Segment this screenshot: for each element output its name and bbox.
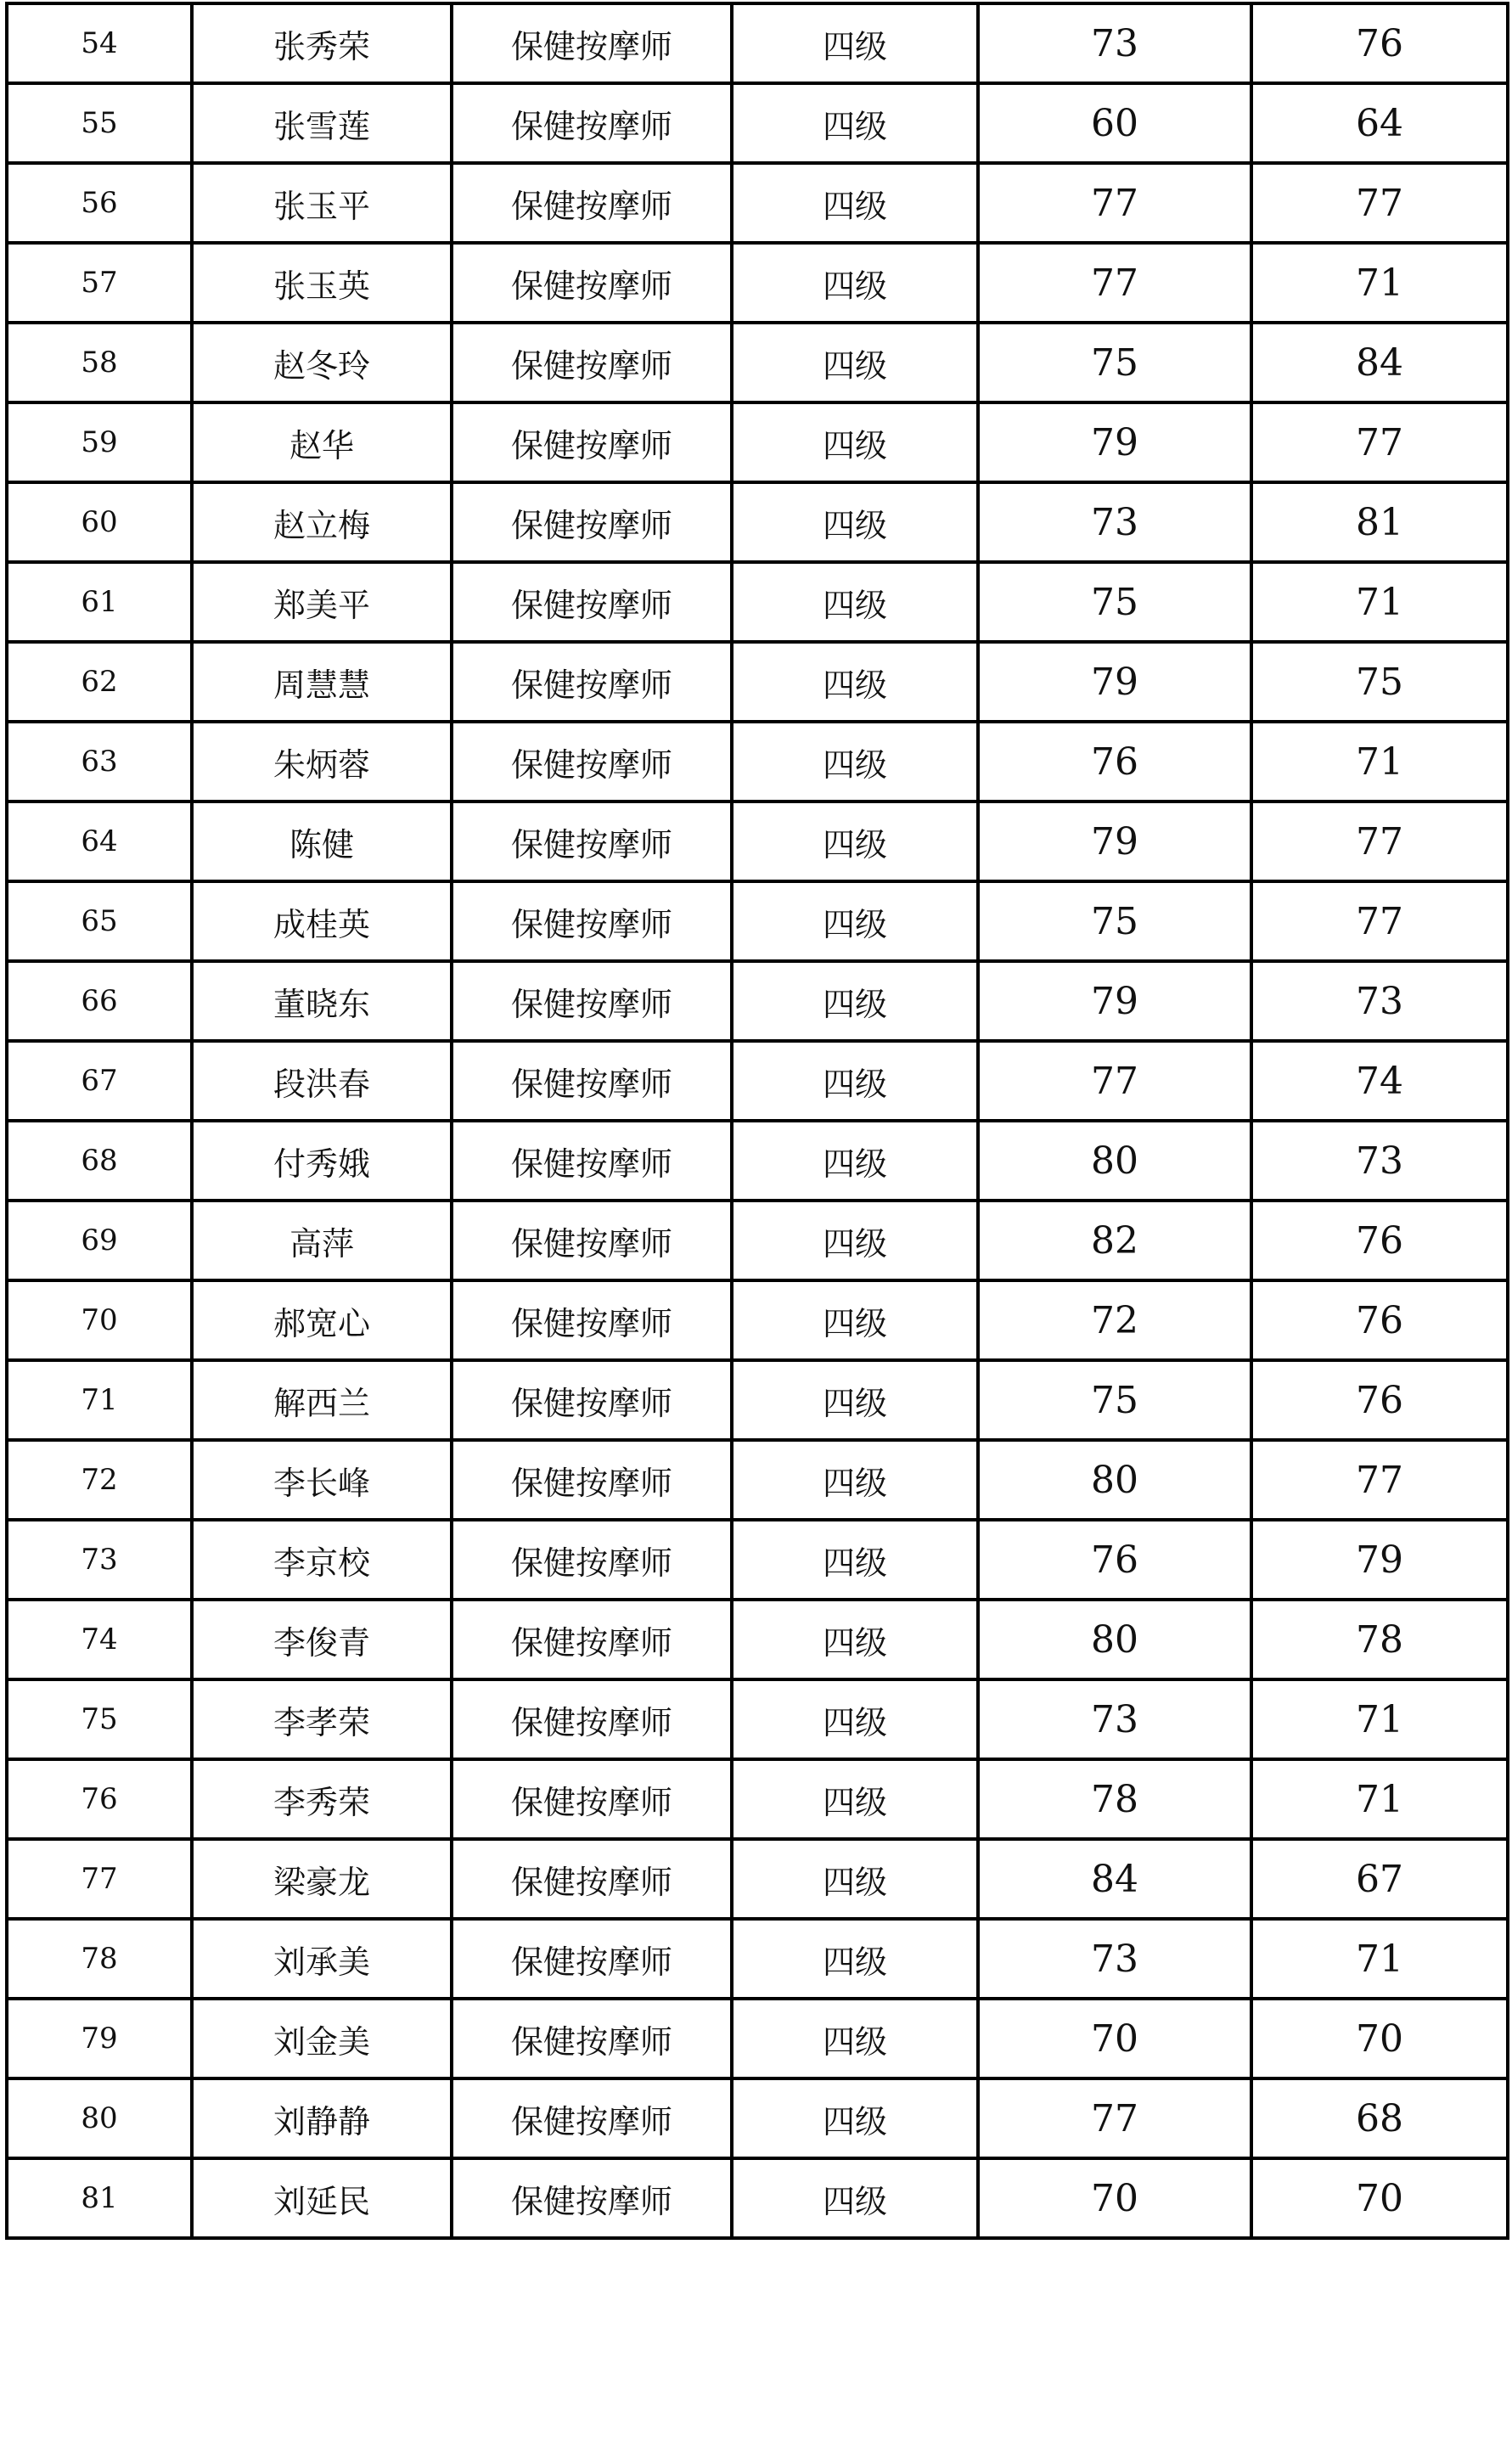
- table-row: [7, 562, 1508, 642]
- level-cell: 四级: [732, 1520, 978, 1600]
- score-one-cell: 75: [978, 881, 1251, 961]
- level-cell: 四级: [732, 1679, 978, 1759]
- level-cell: 四级: [732, 1600, 978, 1679]
- score-one-cell: 73: [978, 1679, 1251, 1759]
- score-two-cell: 73: [1251, 961, 1508, 1041]
- name-cell: 郑美平: [192, 562, 452, 642]
- level-cell: 四级: [732, 1919, 978, 1999]
- level-cell: 四级: [732, 1999, 978, 2078]
- table-row: [7, 1121, 1508, 1201]
- name-cell: 成桂英: [192, 881, 452, 961]
- occupation-cell: 保健按摩师: [452, 642, 732, 722]
- score-one-cell: 75: [978, 323, 1251, 402]
- score-one-cell: 79: [978, 402, 1251, 482]
- table-row: [7, 642, 1508, 722]
- occupation-cell: 保健按摩师: [452, 722, 732, 801]
- score-one-cell: 76: [978, 722, 1251, 801]
- level-cell: 四级: [732, 243, 978, 323]
- occupation-cell: 保健按摩师: [452, 562, 732, 642]
- occupation-cell: 保健按摩师: [452, 1041, 732, 1121]
- score-one-cell: 75: [978, 1360, 1251, 1440]
- score-two-cell: 67: [1251, 1839, 1508, 1919]
- table-row: [7, 1280, 1508, 1360]
- level-cell: 四级: [732, 402, 978, 482]
- level-cell: 四级: [732, 1440, 978, 1520]
- table-row: [7, 1679, 1508, 1759]
- score-two-cell: 81: [1251, 482, 1508, 562]
- score-two-cell: 77: [1251, 881, 1508, 961]
- score-two-cell: 71: [1251, 562, 1508, 642]
- name-cell: 赵华: [192, 402, 452, 482]
- score-one-cell: 75: [978, 562, 1251, 642]
- score-one-cell: 73: [978, 1919, 1251, 1999]
- score-table: [5, 2, 1509, 2240]
- row-number-cell: 63: [7, 722, 192, 801]
- occupation-cell: 保健按摩师: [452, 323, 732, 402]
- table-row: [7, 2078, 1508, 2158]
- score-two-cell: 78: [1251, 1600, 1508, 1679]
- row-number-cell: 68: [7, 1121, 192, 1201]
- occupation-cell: 保健按摩师: [452, 1679, 732, 1759]
- table-row: [7, 2158, 1508, 2238]
- score-one-cell: 73: [978, 482, 1251, 562]
- score-one-cell: 60: [978, 83, 1251, 163]
- name-cell: 张雪莲: [192, 83, 452, 163]
- name-cell: 张玉平: [192, 163, 452, 243]
- occupation-cell: 保健按摩师: [452, 1121, 732, 1201]
- occupation-cell: 保健按摩师: [452, 163, 732, 243]
- table-row: [7, 1600, 1508, 1679]
- score-one-cell: 70: [978, 1999, 1251, 2078]
- table-row: [7, 1759, 1508, 1839]
- score-two-cell: 76: [1251, 1280, 1508, 1360]
- table-row: [7, 482, 1508, 562]
- score-two-cell: 77: [1251, 801, 1508, 881]
- score-two-cell: 73: [1251, 1121, 1508, 1201]
- level-cell: 四级: [732, 1121, 978, 1201]
- level-cell: 四级: [732, 2158, 978, 2238]
- name-cell: 郝宽心: [192, 1280, 452, 1360]
- row-number-cell: 79: [7, 1999, 192, 2078]
- row-number-cell: 66: [7, 961, 192, 1041]
- table-row: [7, 722, 1508, 801]
- score-two-cell: 76: [1251, 1360, 1508, 1440]
- score-two-cell: 74: [1251, 1041, 1508, 1121]
- occupation-cell: 保健按摩师: [452, 1919, 732, 1999]
- level-cell: 四级: [732, 562, 978, 642]
- level-cell: 四级: [732, 801, 978, 881]
- score-one-cell: 76: [978, 1520, 1251, 1600]
- level-cell: 四级: [732, 881, 978, 961]
- table-row: [7, 1201, 1508, 1280]
- score-table-body: [7, 3, 1508, 2238]
- name-cell: 高萍: [192, 1201, 452, 1280]
- score-two-cell: 84: [1251, 323, 1508, 402]
- name-cell: 刘延民: [192, 2158, 452, 2238]
- row-number-cell: 81: [7, 2158, 192, 2238]
- score-two-cell: 76: [1251, 1201, 1508, 1280]
- score-two-cell: 71: [1251, 1759, 1508, 1839]
- row-number-cell: 55: [7, 83, 192, 163]
- occupation-cell: 保健按摩师: [452, 801, 732, 881]
- row-number-cell: 59: [7, 402, 192, 482]
- name-cell: 李俊青: [192, 1600, 452, 1679]
- table-row: [7, 1440, 1508, 1520]
- occupation-cell: 保健按摩师: [452, 402, 732, 482]
- row-number-cell: 56: [7, 163, 192, 243]
- table-row: [7, 801, 1508, 881]
- level-cell: 四级: [732, 1839, 978, 1919]
- score-two-cell: 70: [1251, 1999, 1508, 2078]
- name-cell: 付秀娥: [192, 1121, 452, 1201]
- score-two-cell: 79: [1251, 1520, 1508, 1600]
- row-number-cell: 65: [7, 881, 192, 961]
- occupation-cell: 保健按摩师: [452, 1999, 732, 2078]
- name-cell: 李长峰: [192, 1440, 452, 1520]
- table-row: [7, 402, 1508, 482]
- name-cell: 刘静静: [192, 2078, 452, 2158]
- score-two-cell: 71: [1251, 1919, 1508, 1999]
- name-cell: 周慧慧: [192, 642, 452, 722]
- name-cell: 李孝荣: [192, 1679, 452, 1759]
- score-one-cell: 84: [978, 1839, 1251, 1919]
- level-cell: 四级: [732, 83, 978, 163]
- occupation-cell: 保健按摩师: [452, 2158, 732, 2238]
- level-cell: 四级: [732, 642, 978, 722]
- level-cell: 四级: [732, 1280, 978, 1360]
- table-row: [7, 1839, 1508, 1919]
- row-number-cell: 69: [7, 1201, 192, 1280]
- score-one-cell: 80: [978, 1440, 1251, 1520]
- score-one-cell: 77: [978, 2078, 1251, 2158]
- score-two-cell: 68: [1251, 2078, 1508, 2158]
- score-two-cell: 64: [1251, 83, 1508, 163]
- row-number-cell: 67: [7, 1041, 192, 1121]
- table-row: [7, 1919, 1508, 1999]
- score-one-cell: 79: [978, 961, 1251, 1041]
- score-one-cell: 72: [978, 1280, 1251, 1360]
- row-number-cell: 70: [7, 1280, 192, 1360]
- level-cell: 四级: [732, 482, 978, 562]
- score-one-cell: 77: [978, 163, 1251, 243]
- table-row: [7, 3, 1508, 83]
- score-two-cell: 77: [1251, 1440, 1508, 1520]
- level-cell: 四级: [732, 961, 978, 1041]
- score-two-cell: 70: [1251, 2158, 1508, 2238]
- score-one-cell: 80: [978, 1600, 1251, 1679]
- name-cell: 梁豪龙: [192, 1839, 452, 1919]
- score-one-cell: 77: [978, 243, 1251, 323]
- level-cell: 四级: [732, 323, 978, 402]
- level-cell: 四级: [732, 1041, 978, 1121]
- name-cell: 解西兰: [192, 1360, 452, 1440]
- row-number-cell: 75: [7, 1679, 192, 1759]
- score-two-cell: 76: [1251, 3, 1508, 83]
- occupation-cell: 保健按摩师: [452, 1839, 732, 1919]
- level-cell: 四级: [732, 163, 978, 243]
- table-row: [7, 323, 1508, 402]
- level-cell: 四级: [732, 722, 978, 801]
- name-cell: 刘承美: [192, 1919, 452, 1999]
- row-number-cell: 73: [7, 1520, 192, 1600]
- name-cell: 张秀荣: [192, 3, 452, 83]
- level-cell: 四级: [732, 3, 978, 83]
- row-number-cell: 62: [7, 642, 192, 722]
- occupation-cell: 保健按摩师: [452, 961, 732, 1041]
- name-cell: 董晓东: [192, 961, 452, 1041]
- table-row: [7, 881, 1508, 961]
- name-cell: 刘金美: [192, 1999, 452, 2078]
- score-one-cell: 79: [978, 642, 1251, 722]
- occupation-cell: 保健按摩师: [452, 1600, 732, 1679]
- level-cell: 四级: [732, 1360, 978, 1440]
- occupation-cell: 保健按摩师: [452, 1759, 732, 1839]
- score-one-cell: 79: [978, 801, 1251, 881]
- row-number-cell: 74: [7, 1600, 192, 1679]
- row-number-cell: 58: [7, 323, 192, 402]
- level-cell: 四级: [732, 1759, 978, 1839]
- table-row: [7, 1520, 1508, 1600]
- row-number-cell: 80: [7, 2078, 192, 2158]
- occupation-cell: 保健按摩师: [452, 1360, 732, 1440]
- name-cell: 李京校: [192, 1520, 452, 1600]
- score-one-cell: 80: [978, 1121, 1251, 1201]
- occupation-cell: 保健按摩师: [452, 881, 732, 961]
- row-number-cell: 78: [7, 1919, 192, 1999]
- table-row: [7, 243, 1508, 323]
- row-number-cell: 61: [7, 562, 192, 642]
- score-two-cell: 71: [1251, 1679, 1508, 1759]
- table-row: [7, 83, 1508, 163]
- occupation-cell: 保健按摩师: [452, 1520, 732, 1600]
- occupation-cell: 保健按摩师: [452, 1280, 732, 1360]
- name-cell: 陈健: [192, 801, 452, 881]
- occupation-cell: 保健按摩师: [452, 243, 732, 323]
- score-two-cell: 77: [1251, 163, 1508, 243]
- table-row: [7, 1360, 1508, 1440]
- occupation-cell: 保健按摩师: [452, 2078, 732, 2158]
- score-one-cell: 70: [978, 2158, 1251, 2238]
- table-row: [7, 163, 1508, 243]
- score-one-cell: 73: [978, 3, 1251, 83]
- name-cell: 段洪春: [192, 1041, 452, 1121]
- table-row: [7, 961, 1508, 1041]
- level-cell: 四级: [732, 2078, 978, 2158]
- row-number-cell: 77: [7, 1839, 192, 1919]
- score-two-cell: 75: [1251, 642, 1508, 722]
- row-number-cell: 64: [7, 801, 192, 881]
- row-number-cell: 72: [7, 1440, 192, 1520]
- table-row: [7, 1999, 1508, 2078]
- score-one-cell: 77: [978, 1041, 1251, 1121]
- score-two-cell: 77: [1251, 402, 1508, 482]
- occupation-cell: 保健按摩师: [452, 482, 732, 562]
- score-one-cell: 82: [978, 1201, 1251, 1280]
- occupation-cell: 保健按摩师: [452, 1440, 732, 1520]
- level-cell: 四级: [732, 1201, 978, 1280]
- score-two-cell: 71: [1251, 243, 1508, 323]
- row-number-cell: 54: [7, 3, 192, 83]
- score-one-cell: 78: [978, 1759, 1251, 1839]
- occupation-cell: 保健按摩师: [452, 83, 732, 163]
- name-cell: 李秀荣: [192, 1759, 452, 1839]
- occupation-cell: 保健按摩师: [452, 3, 732, 83]
- name-cell: 朱炳蓉: [192, 722, 452, 801]
- row-number-cell: 71: [7, 1360, 192, 1440]
- name-cell: 赵立梅: [192, 482, 452, 562]
- score-two-cell: 71: [1251, 722, 1508, 801]
- name-cell: 张玉英: [192, 243, 452, 323]
- row-number-cell: 57: [7, 243, 192, 323]
- occupation-cell: 保健按摩师: [452, 1201, 732, 1280]
- row-number-cell: 60: [7, 482, 192, 562]
- table-row: [7, 1041, 1508, 1121]
- row-number-cell: 76: [7, 1759, 192, 1839]
- name-cell: 赵冬玲: [192, 323, 452, 402]
